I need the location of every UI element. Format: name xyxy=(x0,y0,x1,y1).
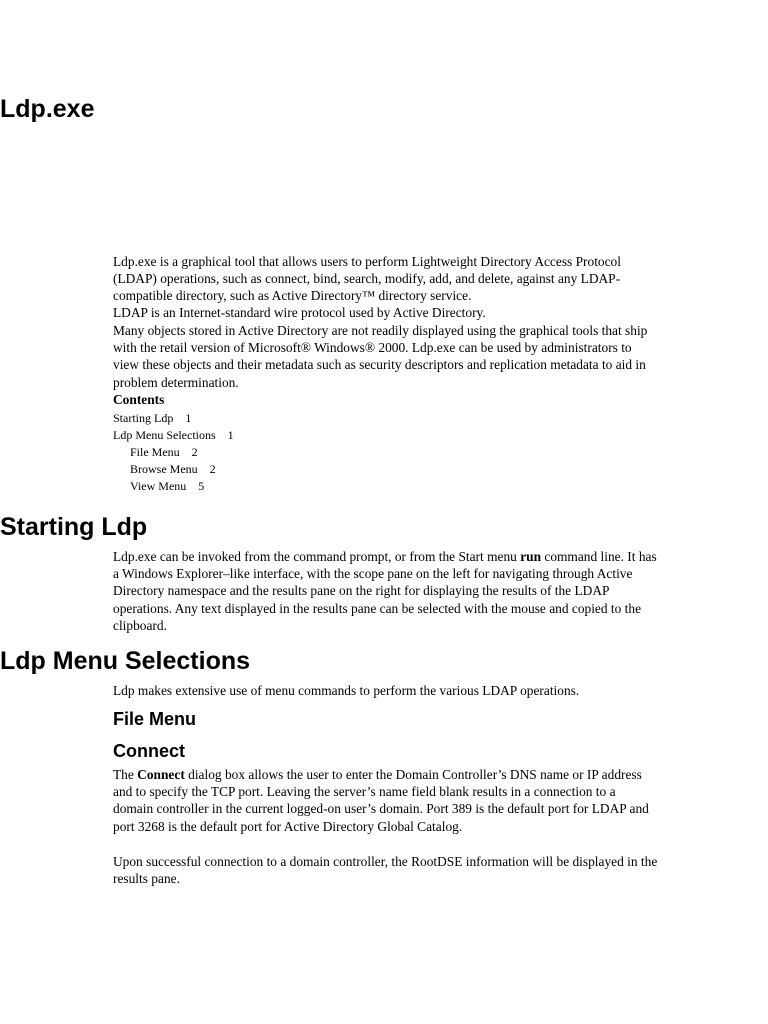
toc-entry-view-menu[interactable] xyxy=(130,479,204,494)
toc-entry-starting-ldp[interactable] xyxy=(113,411,191,426)
toc-entry-title: Starting Ldp xyxy=(113,411,174,425)
toc-entry-title: File Menu xyxy=(130,445,180,459)
toc-entry-page: 2 xyxy=(191,445,198,459)
toc-entry-title: View Menu xyxy=(130,479,187,493)
intro-paragraph-1: Ldp.exe is a graphical tool that allows users to perform Lightweight Directory Access Protocol (LDAP) operations, such as connect, bind, search, modify, add, and delete, against any LDAP-compatible directory, such as Active Directory™ directory service. xyxy=(113,254,621,304)
connect-keyword: Connect xyxy=(137,767,185,782)
intro-paragraph-2: LDAP is an Internet-standard wire protocol used by Active Directory. xyxy=(113,305,486,320)
toc-entry-title: Browse Menu xyxy=(130,462,198,476)
run-keyword: run xyxy=(520,549,542,564)
toc-entry-browse-menu[interactable] xyxy=(130,462,216,477)
toc-entry-page: 5 xyxy=(198,479,205,493)
subsection-heading-file-menu: File Menu xyxy=(113,709,197,729)
section-heading-starting-ldp: Starting Ldp xyxy=(0,513,148,541)
connect-paragraph-1: The Connect dialog box allows the user to enter the Domain Controller’s DNS name or IP address and to specify the TCP port. Leaving the server’s name field blank results in a connection to a domain controller in the current logged-on user’s domain. Port 389 is the default port for LDAP and port 3268 is the default port for Active Directory Global Catalog. xyxy=(113,767,649,834)
intro-paragraph-3: Many objects stored in Active Directory are not readily displayed using the graphical tools that ship with the retail version of Microsoft® Windows® 2000. Ldp.exe can be used by administrators to view these objects and their metadata such as security descriptors and replication metadata to aid in problem determination. xyxy=(113,323,648,390)
page-title: Ldp.exe xyxy=(0,95,95,123)
toc-entry-title: Ldp Menu Selections xyxy=(113,428,216,442)
subsection-heading-connect: Connect xyxy=(113,741,185,761)
menu-selections-paragraph: Ldp makes extensive use of menu commands to perform the various LDAP operations. xyxy=(113,683,580,698)
toc-entry-ldp-menu-selections[interactable] xyxy=(113,428,234,443)
toc-entry-page: 1 xyxy=(185,411,192,425)
section-heading-ldp-menu-selections: Ldp Menu Selections xyxy=(0,647,251,675)
starting-ldp-paragraph: Ldp.exe can be invoked from the command prompt, or from the Start menu run command line. It has a Windows Explorer–like interface, with the scope pane on the left for navigating through Active Directory namespace and the results pane on the right for displaying the results of the LDAP operations. Any text displayed in the results pane can be selected with the mouse and copied to the clipboard. xyxy=(113,549,657,633)
toc-entry-page: 1 xyxy=(227,428,234,442)
connect-paragraph-2: Upon successful connection to a domain controller, the RootDSE information will be displayed in the results pane. xyxy=(113,854,658,887)
toc-entry-page: 2 xyxy=(209,462,216,476)
toc-entry-file-menu[interactable] xyxy=(130,445,198,460)
contents-label: Contents xyxy=(113,392,165,407)
